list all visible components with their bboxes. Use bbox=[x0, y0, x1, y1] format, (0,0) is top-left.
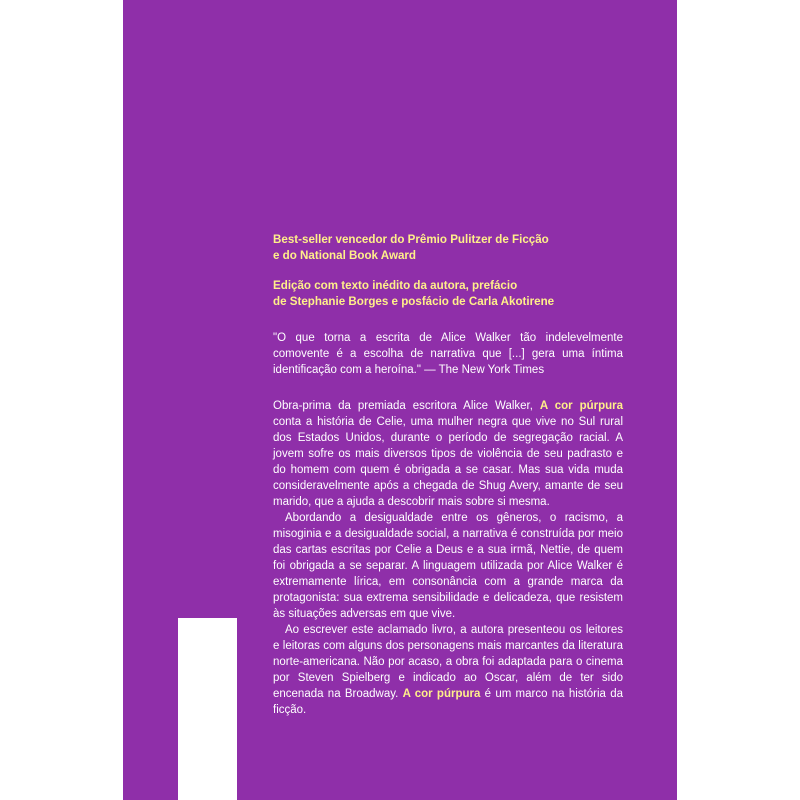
edition-line-1: Edição com texto inédito da autora, prefácio bbox=[273, 279, 518, 292]
book-back-cover bbox=[123, 0, 677, 800]
quote-source: — The New York Times bbox=[424, 364, 545, 376]
award-line-2: e do National Book Award bbox=[273, 249, 417, 262]
book-title-inline: A cor púrpura bbox=[402, 688, 481, 700]
synopsis-paragraph-1 bbox=[273, 398, 623, 510]
award-highlight bbox=[273, 232, 623, 264]
p3-text-before: Ao escrever este aclamado livro, a autora presenteou os leitores e leitoras com alguns dos personagens mais marcantes da literatura norte-americana. Não por acaso, a obra foi adaptada para o cinema por Steven Spielberg e indicado ao Oscar, além de ter sido encenada na Broadway. bbox=[273, 624, 623, 700]
book-title-inline: A cor púrpura bbox=[539, 400, 624, 412]
edition-line-2: de Stephanie Borges e posfácio de Carla Akotirene bbox=[273, 295, 555, 308]
barcode-area bbox=[178, 618, 237, 800]
edition-highlight bbox=[273, 278, 623, 310]
back-cover-text bbox=[273, 232, 623, 718]
award-line-1: Best-seller vencedor do Prêmio Pulitzer de Ficção bbox=[273, 233, 549, 246]
quote-text: "O que torna a escrita de Alice Walker tão indelevelmente comovente é a escolha de narrativa que [...] gera uma íntima identificação com a heroína." bbox=[273, 332, 623, 376]
p1-text-before: Obra-prima da premiada escritora Alice Walker, bbox=[273, 400, 540, 412]
p1-text-after: conta a história de Celie, uma mulher negra que vive no Sul rural dos Estados Unidos, durante o período de segregação racial. A jovem sofre os mais diversos tipos de violência de seu padrasto e do homem com quem é obrigada a se casar. Mas sua vida muda consideravelmente após a chegada de Shug Avery, amante de seu marido, que a ajuda a descobrir mais sobre si mesma. bbox=[273, 416, 623, 508]
press-quote bbox=[273, 330, 623, 378]
p3-text-after: é um marco na história da ficção. bbox=[273, 688, 623, 716]
synopsis-paragraph-3 bbox=[273, 622, 623, 718]
synopsis-paragraph-2: Abordando a desigualdade entre os gêneros, o racismo, a misoginia e a desigualdade social, a narrativa é construída por meio das cartas escritas por Celie a Deus e a sua irmã, Nettie, de quem foi obrigada a se separar. A linguagem utilizada por Alice Walker é extremamente lírica, em consonância com a grande marca da protagonista: sua extrema sensibilidade e delicadeza, que resistem às situações adversas em que vive. bbox=[273, 512, 623, 620]
